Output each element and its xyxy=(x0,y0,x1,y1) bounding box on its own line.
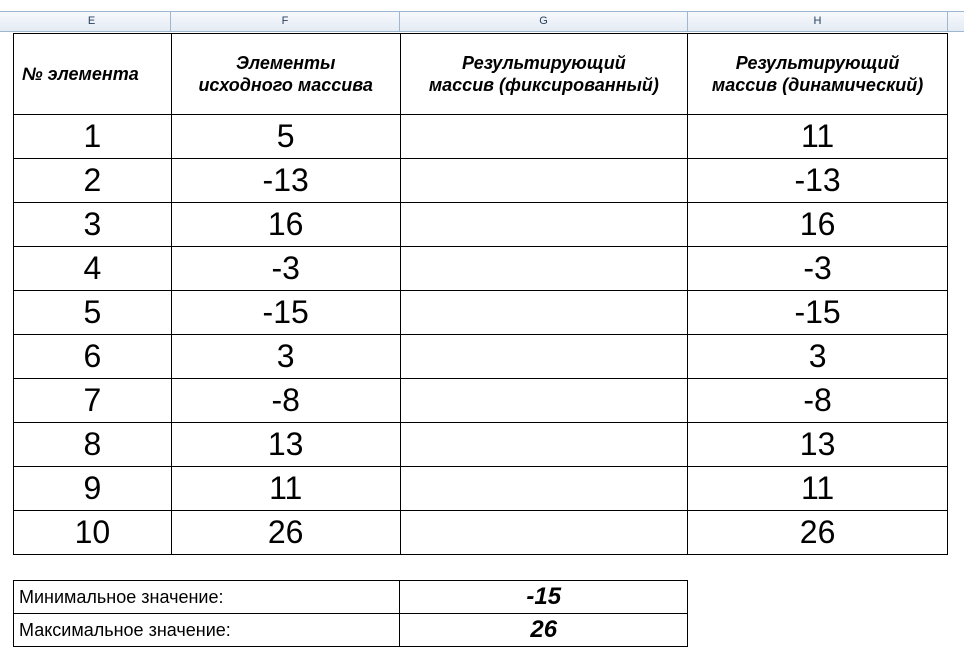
table-row xyxy=(14,203,948,247)
cell-dynamic-value[interactable]: 3 xyxy=(688,335,948,379)
cell-element-number[interactable]: 1 xyxy=(14,115,172,159)
cell-fixed-value[interactable] xyxy=(400,467,688,511)
max-value-cell[interactable]: 26 xyxy=(400,614,688,647)
column-header-e[interactable]: E xyxy=(13,12,171,31)
header-dynamic-line2: массив (динамический) xyxy=(711,75,924,95)
cell-fixed-value[interactable] xyxy=(400,379,688,423)
cell-dynamic-value[interactable]: 26 xyxy=(688,511,948,555)
table-row xyxy=(14,467,948,511)
header-dynamic-line1: Результирующий xyxy=(735,53,900,73)
table-header-row xyxy=(14,34,948,115)
cell-fixed-value[interactable] xyxy=(400,423,688,467)
cell-source-value[interactable]: 3 xyxy=(171,335,400,379)
min-value-label[interactable]: Минимальное значение: xyxy=(14,581,400,614)
cell-fixed-value[interactable] xyxy=(400,335,688,379)
summary-table xyxy=(13,580,688,647)
cell-element-number[interactable]: 4 xyxy=(14,247,172,291)
cell-fixed-value[interactable] xyxy=(400,291,688,335)
header-fixed-line1: Результирующий xyxy=(462,53,626,73)
cell-fixed-value[interactable] xyxy=(400,115,688,159)
cell-dynamic-value[interactable]: -3 xyxy=(688,247,948,291)
table-row xyxy=(14,247,948,291)
cell-dynamic-value[interactable]: 16 xyxy=(688,203,948,247)
cell-fixed-value[interactable] xyxy=(400,159,688,203)
cell-source-value[interactable]: 16 xyxy=(171,203,400,247)
cell-dynamic-value[interactable]: 11 xyxy=(688,467,948,511)
cell-element-number[interactable]: 6 xyxy=(14,335,172,379)
cell-element-number[interactable]: 9 xyxy=(14,467,172,511)
header-source-line1: Элементы xyxy=(235,53,336,73)
sheet-top-edge xyxy=(0,0,964,11)
array-table xyxy=(13,33,948,555)
header-fixed-array[interactable] xyxy=(400,34,688,115)
cell-fixed-value[interactable] xyxy=(400,203,688,247)
cell-source-value[interactable]: 26 xyxy=(171,511,400,555)
table-row xyxy=(14,511,948,555)
cell-dynamic-value[interactable]: 11 xyxy=(688,115,948,159)
cell-element-number[interactable]: 3 xyxy=(14,203,172,247)
max-value-label[interactable]: Максимальное значение: xyxy=(14,614,400,647)
table-row xyxy=(14,159,948,203)
column-header-bar xyxy=(0,11,964,32)
summary-row-max xyxy=(14,614,688,647)
cell-element-number[interactable]: 10 xyxy=(14,511,172,555)
cell-element-number[interactable]: 8 xyxy=(14,423,172,467)
column-header-g[interactable]: G xyxy=(400,12,688,31)
header-source-line2: исходного массива xyxy=(198,75,373,95)
table-row xyxy=(14,115,948,159)
cell-dynamic-value[interactable]: -15 xyxy=(688,291,948,335)
cell-source-value[interactable]: -8 xyxy=(171,379,400,423)
header-dynamic-array[interactable] xyxy=(688,34,948,115)
cell-element-number[interactable]: 2 xyxy=(14,159,172,203)
cell-dynamic-value[interactable]: -13 xyxy=(688,159,948,203)
cell-fixed-value[interactable] xyxy=(400,511,688,555)
table-row xyxy=(14,423,948,467)
column-header-f[interactable]: F xyxy=(171,12,400,31)
table-row xyxy=(14,335,948,379)
min-value-cell[interactable]: -15 xyxy=(400,581,688,614)
cell-element-number[interactable]: 5 xyxy=(14,291,172,335)
cell-dynamic-value[interactable]: -8 xyxy=(688,379,948,423)
table-row xyxy=(14,291,948,335)
table-row xyxy=(14,379,948,423)
header-fixed-line2: массив (фиксированный) xyxy=(428,75,659,95)
cell-fixed-value[interactable] xyxy=(400,247,688,291)
cell-source-value[interactable]: -3 xyxy=(171,247,400,291)
cell-element-number[interactable]: 7 xyxy=(14,379,172,423)
cell-dynamic-value[interactable]: 13 xyxy=(688,423,948,467)
header-element-number[interactable]: № элемента xyxy=(14,34,172,115)
cell-source-value[interactable]: 11 xyxy=(171,467,400,511)
column-header-h[interactable]: H xyxy=(688,12,948,31)
cell-source-value[interactable]: 5 xyxy=(171,115,400,159)
cell-source-value[interactable]: -13 xyxy=(171,159,400,203)
summary-row-min xyxy=(14,581,688,614)
cell-source-value[interactable]: -15 xyxy=(171,291,400,335)
header-source-array[interactable] xyxy=(171,34,400,115)
cell-source-value[interactable]: 13 xyxy=(171,423,400,467)
